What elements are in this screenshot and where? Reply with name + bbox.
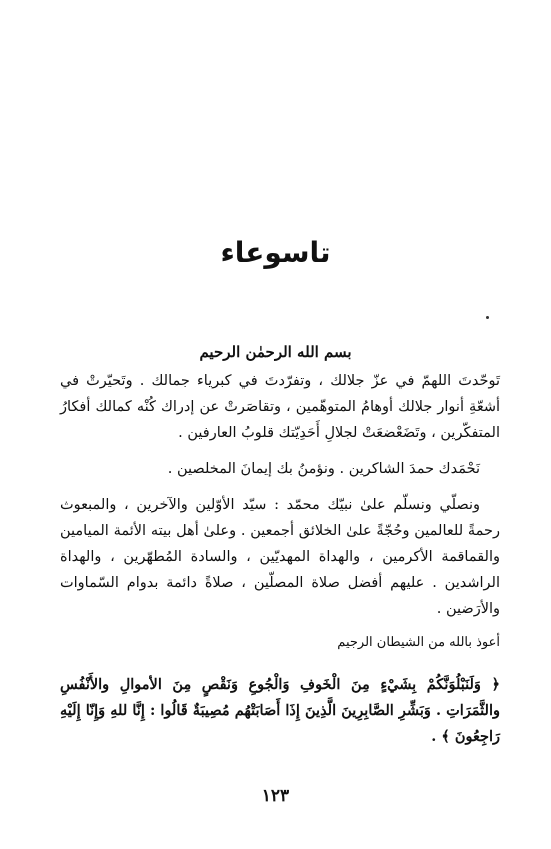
basmala: بسم الله الرحمٰن الرحيم (199, 343, 352, 361)
chapter-title (0, 236, 551, 269)
paragraph-praise-thanks: نَحْمَدك حمدَ الشاكرين . ونؤمنُ بك إيمانَ المخلصين . (167, 461, 480, 477)
paragraph-salutations: ونصلّي ونسلّم علىٰ نبيّك محمّد : سيّد الأوّلين والآخرين ، والمبعوث رحمةً للعالمين وحُجّةً علىٰ الخلائق أجمعين . وعلىٰ أهل بيته الأئمة الميامين والقماقمة الأكرمين ، والهداة المهديّين ، والسادة المُطهّرين ، والهداة الراشدين . عليهم أفضل صلاة المصلّين ، صلاةً دائمة بدوام السّماوات والأرَضين . (60, 497, 500, 617)
margin-dot (486, 316, 489, 319)
paragraph-praise-divine: تَوحّدتَ اللهمّ في عزّ جلالك ، وتفرّدتَ في كبرياء جمالك . وتَحيّرتْ في أشعّةِ أنوار جلالك أوهامُ المتوهّمين ، وتقاصَرتْ عن إدراك كُنْه كمالك أفكارُ المتفكّرين ، وتَضَعْضعَتْ لجلالِ أَحَدِيّتك قلوبُ العارفين . (60, 373, 500, 441)
quran-verse: ﴿ وَلَنَبْلُوَنَّكُمْ بِشَيْءٍ مِنَ الْخَوفِ وَالْجُوعِ وَنَقْصٍ مِنَ الأموالِ والأَنْفُسِ والثَّمَرَاتِ . وَبَشِّرِ الصَّابِرِينَ الَّذِينَ إِذَا أَصَابَتْهُم مُصِيبَةٌ قَالُوا : إِنَّا للهِ وَإِنّا إِلَيْهِ رَاجِعُونَ ﴾ . (60, 676, 500, 745)
page-number: ١٢٣ (261, 786, 290, 806)
istiadha-line: أعوذ بالله من الشيطان الرجيم (337, 635, 500, 650)
chapter-title-text: تاسوعاء (220, 236, 331, 269)
